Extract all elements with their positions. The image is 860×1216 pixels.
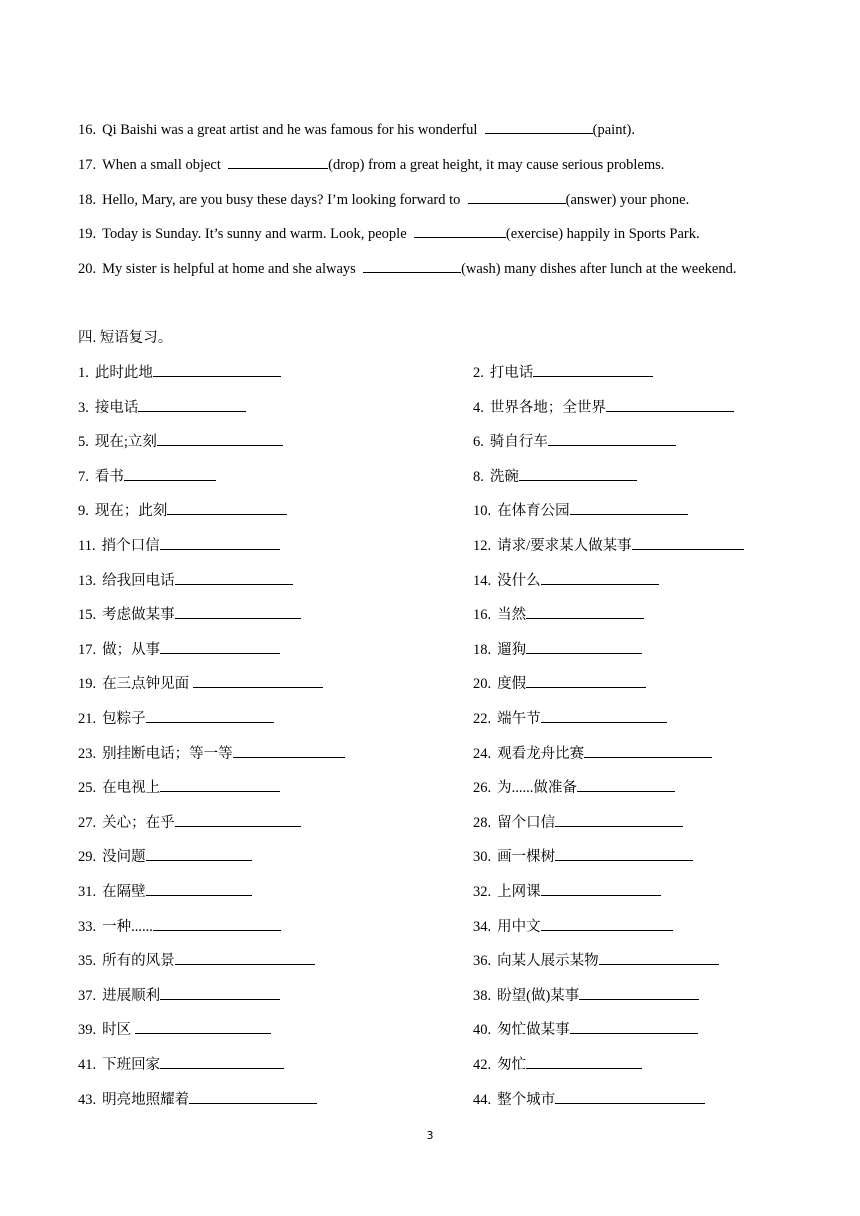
- phrase-item: [473, 569, 659, 590]
- phrase-number: 22.: [473, 711, 492, 727]
- phrase-item: [78, 361, 281, 382]
- phrase-item: [473, 776, 675, 797]
- sentence-hint: (exercise) happily in Sports Park.: [505, 226, 700, 242]
- sentence-hint: (wash) many dishes after lunch at the weekend.: [461, 261, 737, 277]
- phrase-text: 看书: [94, 468, 124, 485]
- phrase-number: 25.: [78, 780, 97, 797]
- phrase-number: 42.: [473, 1057, 492, 1073]
- phrase-item: [78, 534, 280, 555]
- phrase-number: 43.: [78, 1091, 97, 1108]
- phrase-number: 34.: [473, 918, 492, 935]
- phrase-item: [78, 1053, 284, 1074]
- phrase-number: 21.: [78, 711, 97, 727]
- phrase-number: 40.: [473, 1022, 492, 1039]
- phrase-item: [78, 1018, 271, 1039]
- phrase-text: 没什么: [497, 572, 541, 589]
- phrase-text: 上网课: [497, 884, 541, 900]
- phrase-text: 关心；在乎: [102, 814, 175, 831]
- phrase-text: 为......做准备: [497, 780, 577, 797]
- answer-blank[interactable]: [555, 812, 683, 827]
- answer-blank[interactable]: [135, 1019, 271, 1034]
- phrase-number: 30.: [473, 849, 492, 866]
- phrase-number: 23.: [78, 745, 97, 762]
- answer-blank[interactable]: [175, 812, 301, 827]
- phrase-text: 度假: [497, 676, 527, 693]
- phrase-text: 画一棵树: [497, 849, 556, 866]
- answer-blank[interactable]: [533, 362, 653, 377]
- answer-blank[interactable]: [160, 535, 280, 550]
- sentence-number: 17.: [78, 157, 97, 173]
- phrase-number: 24.: [473, 745, 492, 762]
- phrase-text: 捎个口信: [101, 538, 160, 554]
- phrase-item: [473, 534, 744, 555]
- phrase-number: 18.: [473, 641, 492, 658]
- phrase-number: 39.: [78, 1022, 97, 1039]
- answer-blank[interactable]: [579, 985, 699, 1000]
- answer-blank[interactable]: [124, 466, 216, 481]
- phrase-number: 8.: [473, 468, 484, 485]
- phrase-item: [473, 707, 667, 728]
- answer-blank[interactable]: [570, 500, 688, 515]
- answer-blank[interactable]: [584, 743, 712, 758]
- phrase-text: 匆忙做某事: [497, 1022, 570, 1039]
- sentence-20: [78, 258, 736, 278]
- sentence-number: 20.: [78, 261, 97, 277]
- sentence-hint: (answer) your phone.: [565, 192, 690, 208]
- phrase-text: 洗碗: [489, 468, 519, 485]
- phrase-text: 当然: [497, 607, 527, 624]
- answer-blank[interactable]: [160, 777, 280, 792]
- phrase-text: 给我回电话: [102, 572, 175, 589]
- sentence-hint: (paint).: [592, 122, 635, 138]
- sentence-hint: (drop) from a great height, it may cause serious problems.: [328, 157, 665, 173]
- answer-blank[interactable]: [541, 881, 661, 896]
- phrase-number: 44.: [473, 1091, 492, 1108]
- phrase-item: [473, 984, 699, 1005]
- phrase-item: [78, 811, 301, 832]
- answer-blank[interactable]: [485, 119, 593, 134]
- phrase-number: 4.: [473, 399, 484, 416]
- answer-blank[interactable]: [468, 189, 566, 204]
- phrase-number: 2.: [473, 365, 484, 381]
- phrase-item: [78, 672, 323, 693]
- phrase-item: [473, 1018, 698, 1039]
- phrase-item: [78, 880, 252, 901]
- phrase-number: 36.: [473, 953, 492, 970]
- phrase-item: [78, 499, 287, 520]
- answer-blank[interactable]: [146, 708, 274, 723]
- answer-blank[interactable]: [146, 881, 252, 896]
- answer-blank[interactable]: [175, 950, 315, 965]
- sentence-16: [78, 119, 635, 139]
- phrase-item: [78, 707, 274, 728]
- answer-blank[interactable]: [160, 985, 280, 1000]
- answer-blank[interactable]: [570, 1019, 698, 1034]
- phrase-text: 留个口信: [497, 814, 556, 831]
- phrase-item: [78, 845, 252, 866]
- phrase-text: 所有的风景: [102, 953, 175, 970]
- answer-blank[interactable]: [541, 570, 659, 585]
- phrase-number: 26.: [473, 780, 492, 797]
- answer-blank[interactable]: [606, 397, 734, 412]
- phrase-text: 现在；此刻: [94, 503, 168, 520]
- phrase-item: [473, 396, 734, 417]
- phrase-item: [473, 672, 646, 693]
- answer-blank[interactable]: [175, 570, 293, 585]
- answer-blank[interactable]: [526, 604, 644, 619]
- answer-blank[interactable]: [555, 1089, 705, 1104]
- sentence-number: 16.: [78, 122, 97, 138]
- phrase-text: 在三点钟见面: [102, 676, 193, 693]
- phrase-number: 16.: [473, 607, 492, 624]
- phrase-number: 17.: [78, 641, 97, 658]
- phrase-number: 9.: [78, 503, 89, 520]
- phrase-number: 20.: [473, 676, 492, 693]
- phrase-text: 明亮地照耀着: [102, 1091, 190, 1108]
- answer-blank[interactable]: [153, 916, 281, 931]
- phrase-text: 在体育公园: [497, 503, 570, 520]
- phrase-text: 此时此地: [94, 365, 153, 381]
- answer-blank[interactable]: [541, 916, 673, 931]
- phrase-number: 6.: [473, 434, 484, 451]
- phrase-number: 3.: [78, 399, 89, 416]
- answer-blank[interactable]: [599, 950, 719, 965]
- phrase-text: 世界各地；全世界: [489, 399, 606, 416]
- phrase-text: 用中文: [497, 918, 541, 935]
- phrase-item: [473, 949, 719, 970]
- answer-blank[interactable]: [138, 397, 246, 412]
- answer-blank[interactable]: [193, 673, 323, 688]
- phrase-item: [78, 430, 283, 451]
- answer-blank[interactable]: [175, 604, 301, 619]
- sentence-text: My sister is helpful at home and she always: [102, 261, 356, 277]
- sentence-text: Today is Sunday. It’s sunny and warm. Look, people: [102, 226, 407, 242]
- answer-blank[interactable]: [526, 639, 642, 654]
- phrase-item: [473, 603, 644, 624]
- phrase-number: 1.: [78, 365, 89, 381]
- phrase-text: 匆忙: [497, 1057, 527, 1073]
- phrase-number: 35.: [78, 953, 97, 970]
- sentence-number: 19.: [78, 226, 97, 242]
- phrase-item: [78, 776, 280, 797]
- phrase-item: [78, 984, 280, 1005]
- phrase-item: [473, 880, 661, 901]
- phrase-text: 现在;立刻: [94, 434, 157, 451]
- answer-blank[interactable]: [189, 1089, 317, 1104]
- answer-blank[interactable]: [153, 362, 281, 377]
- phrase-number: 15.: [78, 607, 97, 624]
- phrase-number: 13.: [78, 572, 97, 589]
- phrase-item: [473, 1053, 642, 1074]
- phrase-number: 37.: [78, 987, 97, 1004]
- answer-blank[interactable]: [577, 777, 675, 792]
- answer-blank[interactable]: [146, 846, 252, 861]
- phrase-number: 28.: [473, 814, 492, 831]
- phrase-item: [78, 949, 315, 970]
- phrase-number: 12.: [473, 538, 492, 554]
- phrase-item: [78, 396, 246, 417]
- sentence-number: 18.: [78, 192, 97, 208]
- phrase-item: [473, 915, 673, 936]
- sentence-text: When a small object: [102, 157, 221, 173]
- answer-blank[interactable]: [167, 500, 287, 515]
- phrase-text: 观看龙舟比赛: [497, 745, 585, 762]
- sentence-17: [78, 154, 664, 174]
- answer-blank[interactable]: [632, 535, 744, 550]
- phrase-number: 14.: [473, 572, 492, 589]
- answer-blank[interactable]: [548, 431, 676, 446]
- answer-blank[interactable]: [541, 708, 667, 723]
- phrase-text: 打电话: [489, 365, 534, 381]
- answer-blank[interactable]: [555, 846, 693, 861]
- phrase-text: 遛狗: [497, 641, 527, 658]
- phrase-text: 向某人展示某物: [497, 953, 599, 970]
- answer-blank[interactable]: [233, 743, 345, 758]
- answer-blank[interactable]: [160, 639, 280, 654]
- sentence-text: Hello, Mary, are you busy these days? I’m looking forward to: [102, 192, 461, 208]
- answer-blank[interactable]: [160, 1054, 284, 1069]
- phrase-item: [473, 1088, 705, 1109]
- phrase-number: 7.: [78, 468, 89, 485]
- phrase-item: [473, 742, 712, 763]
- sentence-18: [78, 189, 689, 209]
- sentence-text: Qi Baishi was a great artist and he was famous for his wonderful: [102, 122, 478, 138]
- phrase-number: 31.: [78, 884, 97, 900]
- phrase-text: 时区: [102, 1022, 135, 1039]
- phrase-item: [78, 1088, 317, 1109]
- phrase-text: 整个城市: [497, 1091, 556, 1108]
- phrase-number: 33.: [78, 918, 97, 935]
- phrase-item: [473, 638, 642, 659]
- phrase-text: 接电话: [94, 399, 139, 416]
- phrase-item: [473, 361, 653, 382]
- phrase-text: 骑自行车: [489, 434, 548, 451]
- phrase-text: 别挂断电话；等一等: [102, 745, 233, 762]
- phrase-number: 32.: [473, 884, 492, 900]
- phrase-item: [78, 603, 301, 624]
- phrase-number: 41.: [78, 1057, 97, 1073]
- answer-blank[interactable]: [363, 258, 461, 273]
- phrase-text: 下班回家: [102, 1057, 161, 1073]
- phrase-text: 进展顺利: [102, 987, 161, 1004]
- phrase-text: 盼望(做)某事: [497, 987, 580, 1004]
- phrase-number: 29.: [78, 849, 97, 866]
- answer-blank[interactable]: [526, 1054, 642, 1069]
- section-title: 四. 短语复习。: [78, 330, 173, 346]
- phrase-text: 一种......: [102, 918, 153, 935]
- phrase-text: 做；从事: [102, 641, 161, 658]
- phrase-item: [78, 465, 216, 486]
- answer-blank[interactable]: [414, 223, 506, 238]
- phrase-item: [78, 915, 281, 936]
- phrase-text: 请求/要求某人做某事: [497, 538, 632, 554]
- phrase-item: [473, 430, 676, 451]
- phrase-text: 没问题: [102, 849, 146, 866]
- phrase-item: [473, 845, 693, 866]
- phrase-text: 端午节: [497, 711, 541, 727]
- phrase-number: 11.: [78, 538, 96, 554]
- answer-blank[interactable]: [228, 154, 328, 169]
- phrase-text: 包粽子: [102, 711, 146, 727]
- phrase-item: [473, 465, 637, 486]
- phrase-item: [473, 811, 683, 832]
- phrase-number: 5.: [78, 434, 89, 451]
- phrase-text: 在隔壁: [102, 884, 146, 900]
- phrase-item: [78, 742, 345, 763]
- phrase-number: 19.: [78, 676, 97, 693]
- phrase-item: [473, 499, 688, 520]
- sentence-19: [78, 223, 700, 243]
- phrase-item: [78, 569, 293, 590]
- answer-blank[interactable]: [526, 673, 646, 688]
- phrase-number: 38.: [473, 987, 492, 1004]
- phrase-item: [78, 638, 280, 659]
- phrase-text: 在电视上: [102, 780, 161, 797]
- phrase-number: 10.: [473, 503, 492, 520]
- phrase-text: 考虑做某事: [102, 607, 175, 624]
- page-number: 3: [426, 1129, 434, 1142]
- answer-blank[interactable]: [157, 431, 283, 446]
- answer-blank[interactable]: [519, 466, 637, 481]
- phrase-number: 27.: [78, 814, 97, 831]
